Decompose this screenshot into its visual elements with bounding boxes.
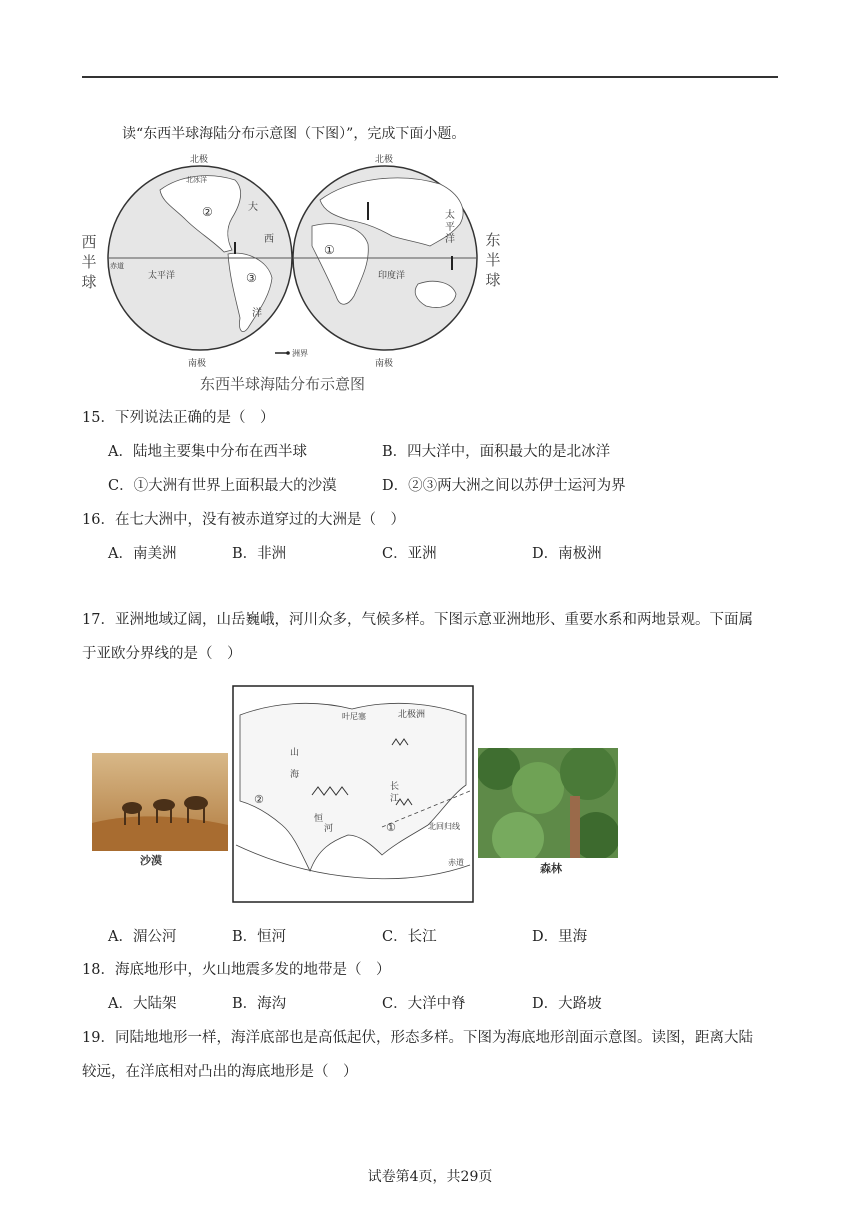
q16-option-c: C．亚洲: [382, 546, 437, 562]
q18-option-d: D．大路坡: [532, 996, 602, 1012]
ganges-label-1: 恒: [314, 814, 324, 824]
east-north-pole-label: 北极: [375, 155, 394, 165]
pacific-label-3: 洋: [445, 234, 455, 245]
yangtze-label-1: 长: [390, 782, 400, 792]
west-south-pole-label: 南极: [188, 359, 207, 369]
q15-option-b: B．四大洋中，面积最大的是北冰洋: [382, 444, 611, 460]
question-15-stem: 15．下列说法正确的是（ ）: [82, 410, 275, 426]
page-footer: 试卷第4页，共29页: [367, 1169, 493, 1185]
desert-photo: [92, 753, 228, 851]
q17-option-b: B．恒河: [232, 929, 287, 945]
pacific-ocean-label: 太平洋: [148, 271, 176, 281]
marker-1: ①: [324, 243, 335, 257]
indian-ocean-label: 印度洋: [378, 271, 406, 281]
yangtze-label-2: 江: [390, 794, 400, 804]
sea-label: 海: [290, 770, 300, 780]
intro-text: 读“东西半球海陆分布示意图（下图）”，完成下面小题。: [122, 126, 466, 142]
forest-photo: [478, 748, 618, 858]
ural-label: 山: [290, 748, 300, 758]
q17-option-c: C．长江: [382, 929, 437, 945]
q15-option-c: C．①大洲有世界上面积最大的沙漠: [108, 478, 337, 494]
q15-option-a: A．陆地主要集中分布在西半球: [108, 444, 307, 460]
tropic-of-cancer-label: 北回归线: [428, 822, 460, 831]
asia-marker-1: ①: [386, 821, 396, 834]
q18-option-c: C．大洋中脊: [382, 996, 466, 1012]
question-18-stem: 18．海底地形中，火山地震多发的地带是（ ）: [82, 962, 391, 978]
q16-option-a: A．南美洲: [108, 546, 177, 562]
atlantic-label-3: 洋: [252, 308, 262, 319]
pacific-label-2: 平: [445, 222, 455, 233]
marker-2: ②: [202, 205, 213, 219]
ganges-label-2: 河: [324, 824, 334, 834]
east-hemisphere-label: 东 半 球: [485, 231, 501, 289]
equator-label: 赤道: [110, 262, 124, 270]
q17-option-a: A．湄公河: [108, 929, 177, 945]
legend-label: 洲界: [292, 349, 308, 358]
q18-option-a: A．大陆架: [108, 996, 177, 1012]
asia-equator-label: 赤道: [448, 858, 464, 867]
pacific-label-1: 太: [445, 210, 455, 221]
hemisphere-map-caption: 东西半球海陆分布示意图: [200, 375, 366, 393]
q17-option-d: D．里海: [532, 929, 588, 945]
forest-photo-label: 森林: [540, 862, 562, 875]
atlantic-label-2: 西: [264, 234, 274, 245]
question-19-stem-line2: 较远，在洋底相对凸出的海底地形是（ ）: [82, 1064, 358, 1080]
asia-arctic-label: 北极洲: [398, 710, 426, 720]
question-19-stem-line1: 19．同陆地地形一样，海洋底部也是高低起伏，形态多样。下图为海底地形剖面示意图。读图，距离大陆: [82, 1030, 753, 1046]
desert-photo-label: 沙漠: [140, 854, 162, 867]
hemisphere-map: [100, 150, 490, 372]
q15-option-d: D．②③两大洲之间以苏伊士运河为界: [382, 478, 626, 494]
asia-map: [232, 685, 474, 903]
header-rule: [82, 76, 778, 78]
question-16-stem: 16．在七大洲中，没有被赤道穿过的大洲是（ ）: [82, 512, 405, 528]
yenisei-label: 叶尼塞: [342, 712, 366, 721]
q16-option-d: D．南极洲: [532, 546, 602, 562]
q18-option-b: B．海沟: [232, 996, 287, 1012]
q16-option-b: B．非洲: [232, 546, 287, 562]
asia-marker-2: ②: [254, 793, 264, 806]
west-hemisphere-label: 西 半 球: [81, 233, 97, 291]
question-17-stem-line2: 于亚欧分界线的是（ ）: [82, 646, 242, 662]
atlantic-label-1: 大: [248, 202, 258, 213]
marker-3: ③: [246, 271, 257, 285]
arctic-ocean-label: 北冰洋: [186, 176, 207, 184]
question-17-stem-line1: 17．亚洲地域辽阔，山岳巍峨，河川众多，气候多样。下图示意亚洲地形、重要水系和两地景观。下面属: [82, 612, 753, 628]
west-north-pole-label: 北极: [190, 155, 209, 165]
east-south-pole-label: 南极: [375, 359, 394, 369]
